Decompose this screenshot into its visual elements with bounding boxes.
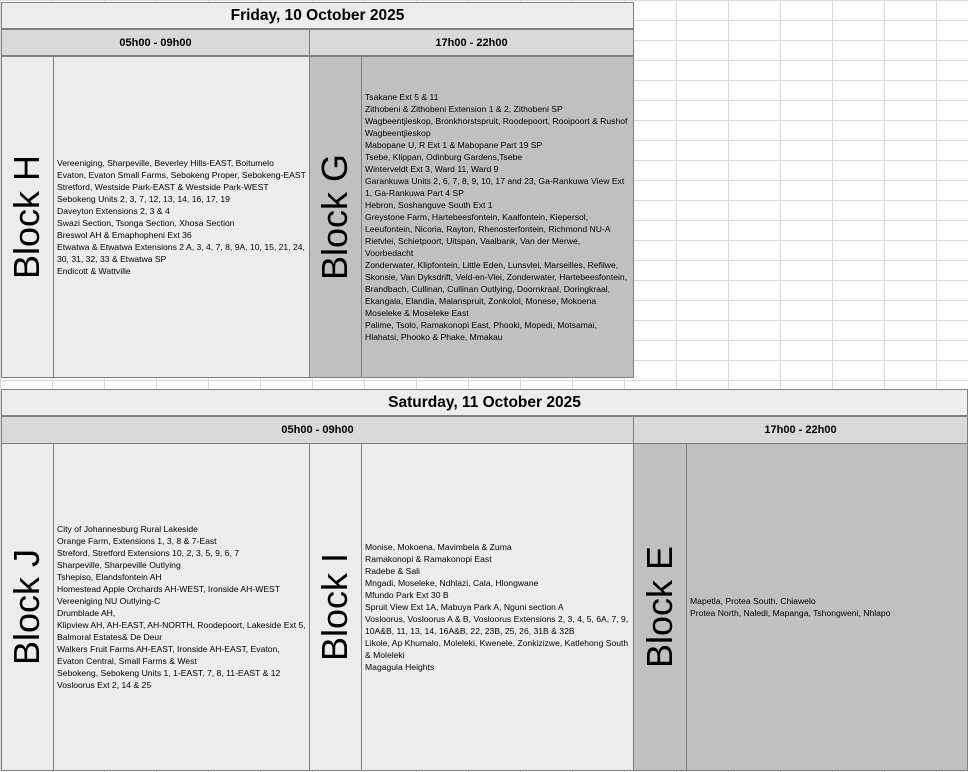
- area-line: Rietvlei, Schietpoort, Uitspan, Vaalbank, Van der Merwe, Voorbedacht: [365, 236, 581, 258]
- area-line: Stretford, Westside Park-EAST & Westside Park-WEST: [57, 182, 269, 192]
- area-line: Vereeniging, Sharpeville, Beverley Hills-EAST, Boitumelo: [57, 158, 274, 168]
- area-line: Streford, Stretford Extensions 10, 2, 3, 5, 9, 6, 7: [57, 548, 240, 558]
- area-line: Spruit View Ext 1A, Mabuya Park A, Nguni section A: [365, 602, 564, 612]
- area-line: Wagbeentjieskop: [365, 128, 431, 138]
- friday-morning-time-header: 05h00 - 09h00: [1, 29, 310, 56]
- area-line: Hebron, Soshanguve South Ext 1: [365, 200, 493, 210]
- area-line: Ramakonopi & Ramakonopi East: [365, 554, 492, 564]
- area-line: Klipview AH, AH-EAST, AH-NORTH, Roodepoort, Lakeside Ext 5, Balmoral Estates& De Deur: [57, 620, 306, 642]
- friday-evening-time-header: 17h00 - 22h00: [309, 29, 634, 56]
- block-i-label: Block I: [314, 552, 356, 662]
- area-line: Evaton, Evaton Small Farms, Sebokeng Proper, Sebokeng-EAST: [57, 170, 306, 180]
- saturday-morning-time-header: 05h00 - 09h00: [1, 416, 634, 444]
- block-i-areas: [361, 443, 634, 771]
- area-line: Homestead Apple Orchards AH-WEST, Ironside AH-WEST: [57, 584, 281, 594]
- area-line: Protea North, Naledi, Mapanga, Tshongweni, Nhlapo: [690, 608, 891, 618]
- area-line: Monise, Mokoena, Mavimbela & Zuma: [365, 542, 512, 552]
- area-line: Tshepiso, Elandsfontein AH: [57, 572, 162, 582]
- block-h-label-cell: [1, 56, 54, 378]
- friday-date-header: Friday, 10 October 2025: [1, 2, 634, 29]
- block-e-areas: [686, 443, 968, 771]
- area-line: Sebokeng Units 2, 3, 7, 12, 13, 14, 16, 17, 19: [57, 194, 230, 204]
- block-g-label: Block G: [314, 153, 356, 281]
- area-line: Wagbeentjieskop, Bronkhorstspruit, Roodepoort, Rooipoort & Rushof: [365, 116, 628, 126]
- area-line: Moseleke & Moseleke East: [365, 308, 469, 318]
- area-line: Mapetla, Protea South, Chiawelo: [690, 596, 816, 606]
- block-i-label-cell: [309, 443, 362, 771]
- area-line: Mabopane U, R Ext 1 & Mabopane Part 19 SP: [365, 140, 543, 150]
- block-j-label: Block J: [6, 548, 48, 666]
- block-g-label-cell: [309, 56, 362, 378]
- area-line: Swazi Section, Tsonga Section, Xhosa Section: [57, 218, 235, 228]
- area-line: Garankuwa Units 2, 6, 7, 8, 9, 10, 17 and 23, Ga-Rankuwa View Ext 1, Ga-Rankuwa Part 4 SP: [365, 176, 625, 198]
- area-line: Drumblade AH,: [57, 608, 116, 618]
- area-line: Radebe & Sali: [365, 566, 420, 576]
- area-line: Breswol AH & Emaphopheni Ext 36: [57, 230, 192, 240]
- area-line: Palime, Tsolo, Ramakonopi East, Phooki, Mopedi, Motsamai, Hlahatsi, Phooko & Phake, Mmakau: [365, 320, 597, 342]
- area-line: Endicott & Wattville: [57, 266, 131, 276]
- area-line: Walkers Fruit Farms AH-EAST, Ironside AH-EAST, Evaton, Evaton Central, Small Farms & West: [57, 644, 280, 666]
- block-e-label: Block E: [639, 545, 681, 669]
- area-line: Zithobeni & Zithobeni Extension 1 & 2, Zithobeni SP: [365, 104, 563, 114]
- block-g-areas: [361, 56, 634, 378]
- area-line: Winterveldt Ext 3, Ward 11, Ward 9: [365, 164, 499, 174]
- block-e-label-cell: [633, 443, 687, 771]
- block-j-label-cell: [1, 443, 54, 771]
- area-line: Magagula Heights: [365, 662, 435, 672]
- area-line: Etwatwa & Etwatwa Extensions 2 A, 3, 4, 7, 8, 9A, 10, 15, 21, 24, 30, 31, 32, 33 & Etwatwa SP: [57, 242, 305, 264]
- saturday-evening-time-header: 17h00 - 22h00: [633, 416, 968, 444]
- area-line: Vosloorus Ext 2, 14 & 25: [57, 680, 152, 690]
- area-line: Sharpeville, Sharpeville Outlying: [57, 560, 181, 570]
- area-line: Tsakane Ext 5 & 11: [365, 92, 439, 102]
- area-line: City of Johannesburg Rural Lakeside: [57, 524, 198, 534]
- saturday-date-header: Saturday, 11 October 2025: [1, 389, 968, 416]
- area-line: Greystone Farm, Hartebeesfontein, Kaalfontein, Kiepersol, Leeufontein, Nicoria, Rayton, Rhenosterfontein, Richmond NU-A: [365, 212, 611, 234]
- area-line: Zonderwater, Klipfontein, Little Eden, Lunsvlei, Marseilles, Refilwe, Skonsie, Van Dyksdrift, Veld-en-Vlei, Zonderwater, Hartebeesfontein, Brandbach, Cullinan, Cullinan Outlying, Doornkraal, Doringkraal, Ekangala, Elandia, Malanspruit, Zonkolol, Monese, Mokoena: [365, 260, 628, 306]
- area-line: Orange Farm, Extensions 1, 3, 8 & 7-East: [57, 536, 217, 546]
- area-line: Sebokeng, Sebokeng Units 1, 1-EAST, 7, 8, 11-EAST & 12: [57, 668, 281, 678]
- area-line: Vosloorus, Vosloorus A & B, Vosloorus Extensions 2, 3, 4, 5, 6A, 7, 9, 10A&B, 11, 13, 14, 16A&B, 22, 23B, 25, 26, 31B & 32B: [365, 614, 629, 636]
- block-h-areas: [53, 56, 310, 378]
- area-line: Mngadi, Moseleke, Ndhlazi, Cala, Hlongwane: [365, 578, 539, 588]
- area-line: Likole, Ap Khumalo, Moleleki, Kwenele, Zonkizizwe, Katlehong South & Moleleki: [365, 638, 629, 660]
- area-line: Vereeniging NU Outlying-C: [57, 596, 161, 606]
- area-line: Mfundo Park Ext 30 B: [365, 590, 449, 600]
- block-h-label: Block H: [6, 154, 48, 280]
- block-j-areas: [53, 443, 310, 771]
- area-line: Tsebe, Klippan, Odinburg Gardens,Tsebe: [365, 152, 523, 162]
- area-line: Daveyton Extensions 2, 3 & 4: [57, 206, 170, 216]
